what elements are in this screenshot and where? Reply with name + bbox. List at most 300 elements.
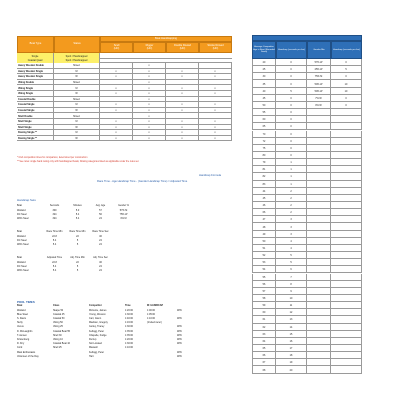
age-handicap-cell bbox=[331, 109, 362, 116]
age-handicap-cell: 0 bbox=[276, 73, 307, 80]
hc-set-cell: 5.4 bbox=[52, 265, 57, 268]
age-handicap-row bbox=[252, 331, 362, 338]
hc-set-cell: 324 bbox=[52, 217, 57, 220]
age-handicap-cell: 53 bbox=[252, 259, 276, 266]
age-handicap-cell bbox=[331, 352, 362, 359]
age-handicap-cell bbox=[307, 309, 331, 316]
age-handicap-cell bbox=[307, 123, 331, 130]
pool-times-cell: 1:20:00 bbox=[125, 308, 133, 312]
pool-times-cell: 1:05:00 bbox=[147, 312, 155, 316]
pool-times-cell: D. Kiry bbox=[17, 342, 25, 346]
age-handicap-cell: 3 bbox=[276, 231, 307, 238]
age-handicap-row bbox=[252, 145, 362, 152]
age-handicap-cell: 0 bbox=[276, 95, 307, 102]
age-handicap-cell bbox=[307, 238, 331, 245]
pool-times-cell bbox=[177, 321, 197, 324]
status-cell: W bbox=[54, 108, 100, 114]
status-cell: M bbox=[54, 102, 100, 108]
hc-set-cell: 5.4 bbox=[75, 213, 80, 216]
pool-times-row bbox=[17, 313, 197, 316]
hc-set-header-cell: Race Time Sec bbox=[92, 230, 109, 233]
age-handicap-cell: 57 bbox=[252, 288, 276, 295]
pool-times-cell: Young, Wesson bbox=[89, 312, 106, 316]
age-handicap-cell bbox=[331, 259, 362, 266]
hc-set-cell: 22.8 bbox=[52, 261, 57, 264]
right-header-top bbox=[252, 35, 362, 41]
hc-set-cell: 324 bbox=[52, 213, 57, 216]
age-handicap-cell bbox=[307, 188, 331, 195]
age-handicap-cell: 11 bbox=[276, 302, 307, 309]
pool-times-cell: Kristenberg bbox=[17, 337, 30, 341]
age-handicap-cell: 66 bbox=[252, 209, 276, 216]
pool-times-row bbox=[17, 330, 197, 333]
header-col-1 bbox=[133, 42, 166, 53]
pool-times-cell: WIN bbox=[177, 308, 182, 312]
age-handicap-cell: 3 bbox=[276, 223, 307, 230]
status-cell: W bbox=[54, 136, 100, 142]
age-handicap-cell bbox=[331, 195, 362, 202]
age-handicap-cell: 47 bbox=[252, 216, 276, 223]
pool-times-cell: Cord bbox=[17, 346, 23, 350]
right-header-hc2 bbox=[331, 41, 362, 59]
status-cell: Mixed bbox=[54, 80, 100, 86]
age-handicap-cell bbox=[307, 131, 331, 138]
header-status-label: Status bbox=[73, 42, 81, 46]
age-handicap-cell bbox=[307, 316, 331, 323]
right-header-hc1-label: Handicap (seconds per km) bbox=[278, 48, 305, 51]
pool-times-cell bbox=[125, 351, 147, 354]
age-handicap-cell: 40 bbox=[252, 88, 276, 95]
formula-line: Race Time - Age Handicap Time - (Gender Handicap Time) = Adjusted Time bbox=[97, 180, 188, 183]
pool-times-cell: WIN bbox=[177, 329, 182, 333]
age-handicap-cell bbox=[331, 138, 362, 145]
handicap-mark-cell: x bbox=[199, 108, 232, 114]
hc-set-cell: 57% M bbox=[119, 209, 128, 212]
hc-set-row bbox=[17, 213, 135, 216]
age-handicap-cell bbox=[331, 309, 362, 316]
age-handicap-cell bbox=[307, 116, 331, 123]
hc-set-cell: 5.0 bbox=[75, 209, 80, 212]
handicap-mark-cell: x bbox=[166, 102, 199, 108]
subheader-type-text: Single bbox=[31, 54, 39, 58]
status-cell: M bbox=[54, 69, 100, 75]
pool-times-cell: 1:40:00 bbox=[125, 316, 133, 320]
boat-type-cell: Heavy Wooden Double bbox=[17, 63, 54, 69]
status-cell: Mixed bbox=[54, 63, 100, 69]
age-handicap-cell: 0 bbox=[276, 109, 307, 116]
age-handicap-cell bbox=[307, 331, 331, 338]
boat-type-cell: Shell Single bbox=[17, 119, 54, 125]
age-handicap-cell: 61 bbox=[252, 316, 276, 323]
pool-times-cell: S. Davis bbox=[17, 316, 26, 320]
hc-set-cell: DC Steel bbox=[17, 213, 27, 216]
age-handicap-cell: 50% W bbox=[307, 88, 331, 95]
right-header-hc2-label: Handicap (seconds per km) bbox=[333, 48, 360, 51]
pool-times-cell: 1:16:00 bbox=[125, 321, 133, 325]
age-handicap-row bbox=[252, 88, 362, 95]
pool-times-cell: Kellogg, Peter bbox=[89, 329, 105, 333]
handicap-mark-cell: x bbox=[133, 102, 166, 108]
handicap-mark-cell: x bbox=[199, 85, 232, 91]
hc-set-header-cell: Adjusted Time bbox=[46, 256, 63, 259]
boat-type-cell: Heavy Wooden Single bbox=[17, 69, 54, 75]
age-handicap-cell: 17 bbox=[276, 345, 307, 352]
handicap-mark-cell: x bbox=[166, 74, 199, 80]
hc-set-cell: Weiland bbox=[17, 235, 26, 238]
header-col-3 bbox=[199, 42, 232, 53]
age-handicap-cell bbox=[331, 288, 362, 295]
age-handicap-cell bbox=[307, 324, 331, 331]
age-handicap-cell bbox=[307, 223, 331, 230]
age-handicap-cell bbox=[307, 295, 331, 302]
age-handicap-cell: 59 bbox=[252, 302, 276, 309]
age-handicap-cell bbox=[331, 359, 362, 366]
age-handicap-cell bbox=[307, 216, 331, 223]
boat-type-cell: Rowing Single ** bbox=[17, 130, 54, 136]
age-handicap-cell bbox=[307, 202, 331, 209]
age-handicap-cell: 50 bbox=[252, 102, 276, 109]
boat-type-cell: Shell Double bbox=[17, 113, 54, 119]
age-handicap-row bbox=[252, 131, 362, 138]
handicap-mark-cell: x bbox=[166, 108, 199, 114]
age-handicap-cell: 19 bbox=[276, 359, 307, 366]
age-handicap-cell bbox=[331, 152, 362, 159]
hc-set-row bbox=[17, 235, 112, 238]
age-handicap-cell bbox=[307, 366, 331, 373]
age-handicap-cell: 50 bbox=[252, 238, 276, 245]
age-handicap-cell: 7 bbox=[276, 274, 307, 281]
hc-set-header-cell: Gender % bbox=[118, 204, 129, 207]
age-handicap-cell bbox=[307, 159, 331, 166]
hc-set-cell: 24 bbox=[99, 265, 102, 268]
age-handicap-cell: 81 bbox=[252, 166, 276, 173]
handicap-mark-cell: x bbox=[133, 108, 166, 114]
age-handicap-cell: 82 bbox=[252, 173, 276, 180]
age-handicap-cell bbox=[331, 159, 362, 166]
age-handicap-cell bbox=[307, 145, 331, 152]
hc-set-cell: 24 bbox=[99, 269, 102, 272]
age-handicap-row bbox=[252, 216, 362, 223]
hc-set-cell: 24 bbox=[99, 239, 102, 242]
pool-times-cell: Skape 50 bbox=[53, 308, 64, 312]
age-handicap-cell bbox=[331, 266, 362, 273]
pool-times-cell bbox=[147, 325, 177, 328]
age-handicap-cell: 67 bbox=[252, 359, 276, 366]
hc-set-row bbox=[17, 243, 112, 246]
hc-set-header bbox=[17, 204, 135, 207]
pool-times-cell: Hart bbox=[89, 354, 94, 358]
hc-set-cell: 24 bbox=[99, 217, 102, 220]
age-handicap-row bbox=[252, 181, 362, 188]
status-cell: W bbox=[54, 125, 100, 131]
hc-set-cell: 5 bbox=[76, 239, 79, 242]
pool-times-cell: Mast Enthusiasts bbox=[17, 350, 36, 354]
age-handicap-row bbox=[252, 188, 362, 195]
age-handicap-row bbox=[252, 231, 362, 238]
age-handicap-cell bbox=[331, 245, 362, 252]
age-handicap-cell: 60 bbox=[252, 116, 276, 123]
age-handicap-cell: 65 bbox=[252, 345, 276, 352]
age-handicap-cell: 16 bbox=[276, 338, 307, 345]
pool-times-cell: WIN bbox=[177, 333, 182, 337]
hc-set-header-cell: Avg. Age bbox=[95, 204, 106, 207]
age-handicap-cell: 0 bbox=[331, 102, 362, 109]
age-handicap-cell: 65 bbox=[252, 123, 276, 130]
age-handicap-cell bbox=[307, 152, 331, 159]
age-handicap-cell bbox=[331, 202, 362, 209]
age-handicap-cell: 20 bbox=[252, 59, 276, 66]
age-handicap-row bbox=[252, 266, 362, 273]
pool-times-cell bbox=[177, 313, 197, 316]
hc-set-cell: 5 bbox=[76, 269, 79, 272]
handicap-mark-cell: x bbox=[166, 136, 199, 142]
pool-times-cell: Shell 30 bbox=[53, 333, 62, 337]
hc-set-cell: Will's Steel bbox=[17, 243, 29, 246]
note-1: * Club competition times for comparison, determined per construction bbox=[17, 157, 88, 159]
pool-times-cell: Macklen, Gregory bbox=[89, 321, 108, 325]
pool-times-cell: WIN bbox=[177, 337, 182, 341]
age-handicap-cell: 44 bbox=[252, 188, 276, 195]
boat-type-cell: Rowing Single ** bbox=[17, 136, 54, 142]
handicap-mark-cell: x bbox=[133, 91, 166, 97]
age-handicap-cell: 50% W bbox=[307, 80, 331, 87]
handicap-mark-cell: x bbox=[199, 91, 232, 97]
handicap-mark-cell: x bbox=[166, 130, 199, 136]
age-handicap-cell: 3 bbox=[276, 216, 307, 223]
age-handicap-cell bbox=[331, 223, 362, 230]
pool-times-cell: 1:30:00 bbox=[125, 312, 133, 316]
age-handicap-cell: 12 bbox=[276, 309, 307, 316]
age-handicap-cell bbox=[331, 295, 362, 302]
pool-times-cell: T-Jensen bbox=[17, 333, 27, 337]
hc-set-header-cell: Boat bbox=[17, 204, 22, 207]
pool-times-cell: Maxwell bbox=[89, 346, 98, 350]
age-handicap-cell: 45 bbox=[252, 195, 276, 202]
pool-times-cell: WIN bbox=[177, 350, 182, 354]
pool-times-header-cell: Competitor bbox=[89, 304, 102, 307]
age-handicap-row bbox=[252, 281, 362, 288]
hc-set-cell: 22 bbox=[76, 235, 79, 238]
right-header-gender bbox=[307, 41, 331, 59]
subheader-status-text: Sport / Handicapped bbox=[65, 59, 88, 62]
age-handicap-cell: 49 bbox=[252, 231, 276, 238]
age-handicap-cell: 52 bbox=[252, 252, 276, 259]
hc-set-row bbox=[17, 265, 112, 268]
header-boat-type-label: Boat Type bbox=[29, 42, 42, 46]
age-handicap-cell bbox=[307, 302, 331, 309]
age-handicap-cell: 25% W bbox=[307, 66, 331, 73]
age-handicap-cell: 57% W bbox=[307, 59, 331, 66]
age-handicap-cell: 1 bbox=[276, 166, 307, 173]
age-handicap-cell: 30 bbox=[252, 73, 276, 80]
pool-times-cell: Viking 25 bbox=[53, 325, 63, 329]
handicap-mark-cell: x bbox=[166, 119, 199, 125]
age-handicap-row bbox=[252, 288, 362, 295]
hc-set-header-cell: Race Time Min bbox=[46, 230, 63, 233]
age-handicap-row bbox=[252, 59, 362, 66]
handicap-mark-cell: x bbox=[100, 74, 133, 80]
boat-type-cell: Coastal Single bbox=[17, 108, 54, 114]
age-handicap-cell bbox=[331, 116, 362, 123]
pool-times-cell: Sivity bbox=[17, 321, 23, 325]
age-handicap-cell: 7% W bbox=[307, 95, 331, 102]
table-row bbox=[17, 136, 232, 142]
pool-times-cell: Chapelle, Fudge bbox=[89, 333, 107, 337]
hc-set-cell: 56 bbox=[99, 213, 102, 216]
boat-type-cell: Viking Single bbox=[17, 91, 54, 97]
boat-type-cell: Shell Single bbox=[17, 125, 54, 131]
age-handicap-cell: 0 bbox=[276, 145, 307, 152]
header-col-2 bbox=[166, 42, 199, 53]
hc-set-cell: 5 bbox=[76, 243, 79, 246]
age-handicap-cell bbox=[331, 302, 362, 309]
age-handicap-row bbox=[252, 338, 362, 345]
hc-set-cell: 5.4 bbox=[52, 243, 57, 246]
age-handicap-cell: 10 bbox=[331, 88, 362, 95]
handicap-mark-cell: x bbox=[199, 74, 232, 80]
age-handicap-cell: 2 bbox=[276, 209, 307, 216]
age-handicap-cell bbox=[331, 231, 362, 238]
age-handicap-cell bbox=[307, 281, 331, 288]
age-handicap-cell: 5 bbox=[331, 66, 362, 73]
age-handicap-cell: 0 bbox=[276, 66, 307, 73]
age-handicap-cell: 60 bbox=[252, 309, 276, 316]
age-handicap-cell: 9 bbox=[276, 288, 307, 295]
age-handicap-cell: 51 bbox=[252, 245, 276, 252]
boat-type-cell: Coastal Double bbox=[17, 97, 54, 103]
pool-times-cell: 1:00:00 bbox=[147, 308, 155, 312]
age-handicap-row bbox=[252, 102, 362, 109]
age-handicap-cell: 14 bbox=[276, 324, 307, 331]
pool-times-cell: WIN bbox=[177, 316, 182, 320]
age-handicap-cell: 8 bbox=[276, 281, 307, 288]
pool-times-row bbox=[17, 321, 197, 324]
header-col-3-label: Stroke Rowed (HC) bbox=[207, 43, 224, 50]
handicap-mark-cell: x bbox=[166, 91, 199, 97]
age-handicap-cell bbox=[307, 352, 331, 359]
age-handicap-row bbox=[252, 195, 362, 202]
hc-set-cell: DC Steel bbox=[17, 265, 27, 268]
handicap-mark-cell: x bbox=[133, 136, 166, 142]
pool-times-cell: Not Located bbox=[89, 342, 102, 346]
right-table-body bbox=[252, 59, 362, 375]
age-handicap-cell bbox=[331, 166, 362, 173]
age-handicap-row bbox=[252, 352, 362, 359]
age-handicap-row bbox=[252, 116, 362, 123]
age-handicap-row bbox=[252, 209, 362, 216]
age-handicap-row bbox=[252, 152, 362, 159]
age-handicap-cell: 15 bbox=[276, 331, 307, 338]
pool-times-cell: 1:10:00 bbox=[147, 316, 155, 320]
hc-set-row bbox=[17, 269, 112, 272]
age-handicap-cell bbox=[331, 173, 362, 180]
handicap-mark-cell: x bbox=[166, 69, 199, 75]
hc-set-cell: 24 bbox=[99, 243, 102, 246]
hc-sets-title: Handicap Sets bbox=[17, 198, 36, 202]
pool-times-cell: McGuire, James bbox=[89, 308, 107, 312]
pool-times-row bbox=[17, 355, 197, 358]
age-handicap-cell: 35 bbox=[252, 80, 276, 87]
pool-times-title: POOL TIMES bbox=[17, 300, 35, 304]
pool-times-cell: Viking 50 bbox=[53, 321, 63, 325]
hc-set-cell: 0% M bbox=[120, 217, 127, 220]
age-handicap-cell: 2 bbox=[276, 195, 307, 202]
age-handicap-row bbox=[252, 359, 362, 366]
age-handicap-cell: 55 bbox=[252, 274, 276, 281]
boat-type-cell: Viking Double bbox=[17, 80, 54, 86]
age-handicap-cell: 18 bbox=[276, 352, 307, 359]
age-handicap-cell: 1 bbox=[276, 173, 307, 180]
age-handicap-cell: 56 bbox=[252, 281, 276, 288]
age-handicap-row bbox=[252, 223, 362, 230]
right-header-gender-label: Gender Mix bbox=[313, 48, 325, 51]
pool-times-cell: (Invited racer) bbox=[147, 321, 162, 325]
pool-times-cell: WIN bbox=[177, 325, 182, 329]
hc-set-header-cell: Adj. Time Min bbox=[70, 256, 85, 259]
pool-times-cell: Coastal Boat 10 bbox=[53, 342, 71, 346]
age-handicap-cell bbox=[307, 288, 331, 295]
pool-times-row bbox=[17, 334, 197, 337]
age-handicap-cell: 0% W bbox=[307, 102, 331, 109]
status-cell: Mixed bbox=[54, 97, 100, 103]
age-handicap-cell: 5 bbox=[276, 252, 307, 259]
age-handicap-cell: 13 bbox=[276, 316, 307, 323]
hc-set-cell: 300 bbox=[52, 209, 57, 212]
pool-times-cell bbox=[147, 338, 177, 341]
age-handicap-cell: 55 bbox=[252, 109, 276, 116]
handicap-mark-cell: x bbox=[199, 102, 232, 108]
hc-set-header-cell: Boat bbox=[17, 256, 22, 259]
age-handicap-row bbox=[252, 238, 362, 245]
pool-times-cell bbox=[147, 351, 177, 354]
age-handicap-row bbox=[252, 173, 362, 180]
header-col-0-label: Scull (HC) bbox=[113, 43, 120, 50]
age-handicap-cell bbox=[331, 274, 362, 281]
age-handicap-cell bbox=[307, 181, 331, 188]
hc-set-cell: Weiland bbox=[17, 261, 26, 264]
age-handicap-row bbox=[252, 123, 362, 130]
handicap-mark-cell: x bbox=[133, 125, 166, 131]
header-col-1-label: Rigger (HC) bbox=[145, 43, 154, 50]
pool-times-cell: Weiland bbox=[17, 308, 26, 312]
hc-set-cell: Will's Steel bbox=[17, 269, 29, 272]
age-handicap-cell: 68 bbox=[252, 366, 276, 373]
age-handicap-cell: 75% M bbox=[307, 73, 331, 80]
age-handicap-cell: 2 bbox=[276, 202, 307, 209]
age-handicap-row bbox=[252, 73, 362, 80]
age-handicap-cell bbox=[307, 266, 331, 273]
age-handicap-row bbox=[252, 259, 362, 266]
header-boat-type bbox=[17, 36, 54, 53]
age-handicap-cell: 79 bbox=[252, 159, 276, 166]
pool-times-cell bbox=[125, 355, 147, 358]
age-handicap-cell: 0 bbox=[276, 138, 307, 145]
handicap-mark-cell: x bbox=[133, 97, 166, 103]
age-handicap-cell: 75 bbox=[252, 145, 276, 152]
age-handicap-cell bbox=[331, 252, 362, 259]
hc-set-cell: DC Steel bbox=[17, 239, 27, 242]
age-handicap-row bbox=[252, 366, 362, 373]
status-cell: W bbox=[54, 74, 100, 80]
age-handicap-cell bbox=[307, 195, 331, 202]
hc-set-cell: Weiland bbox=[17, 209, 26, 212]
handicap-mark-cell: x bbox=[199, 125, 232, 131]
pool-times-row bbox=[17, 309, 197, 312]
boat-type-cell: Coastal Single bbox=[17, 102, 54, 108]
hc-set-header-cell: Seconds bbox=[49, 204, 60, 207]
pool-times-cell bbox=[147, 330, 177, 333]
pool-times-header-cell: Time bbox=[125, 304, 131, 307]
